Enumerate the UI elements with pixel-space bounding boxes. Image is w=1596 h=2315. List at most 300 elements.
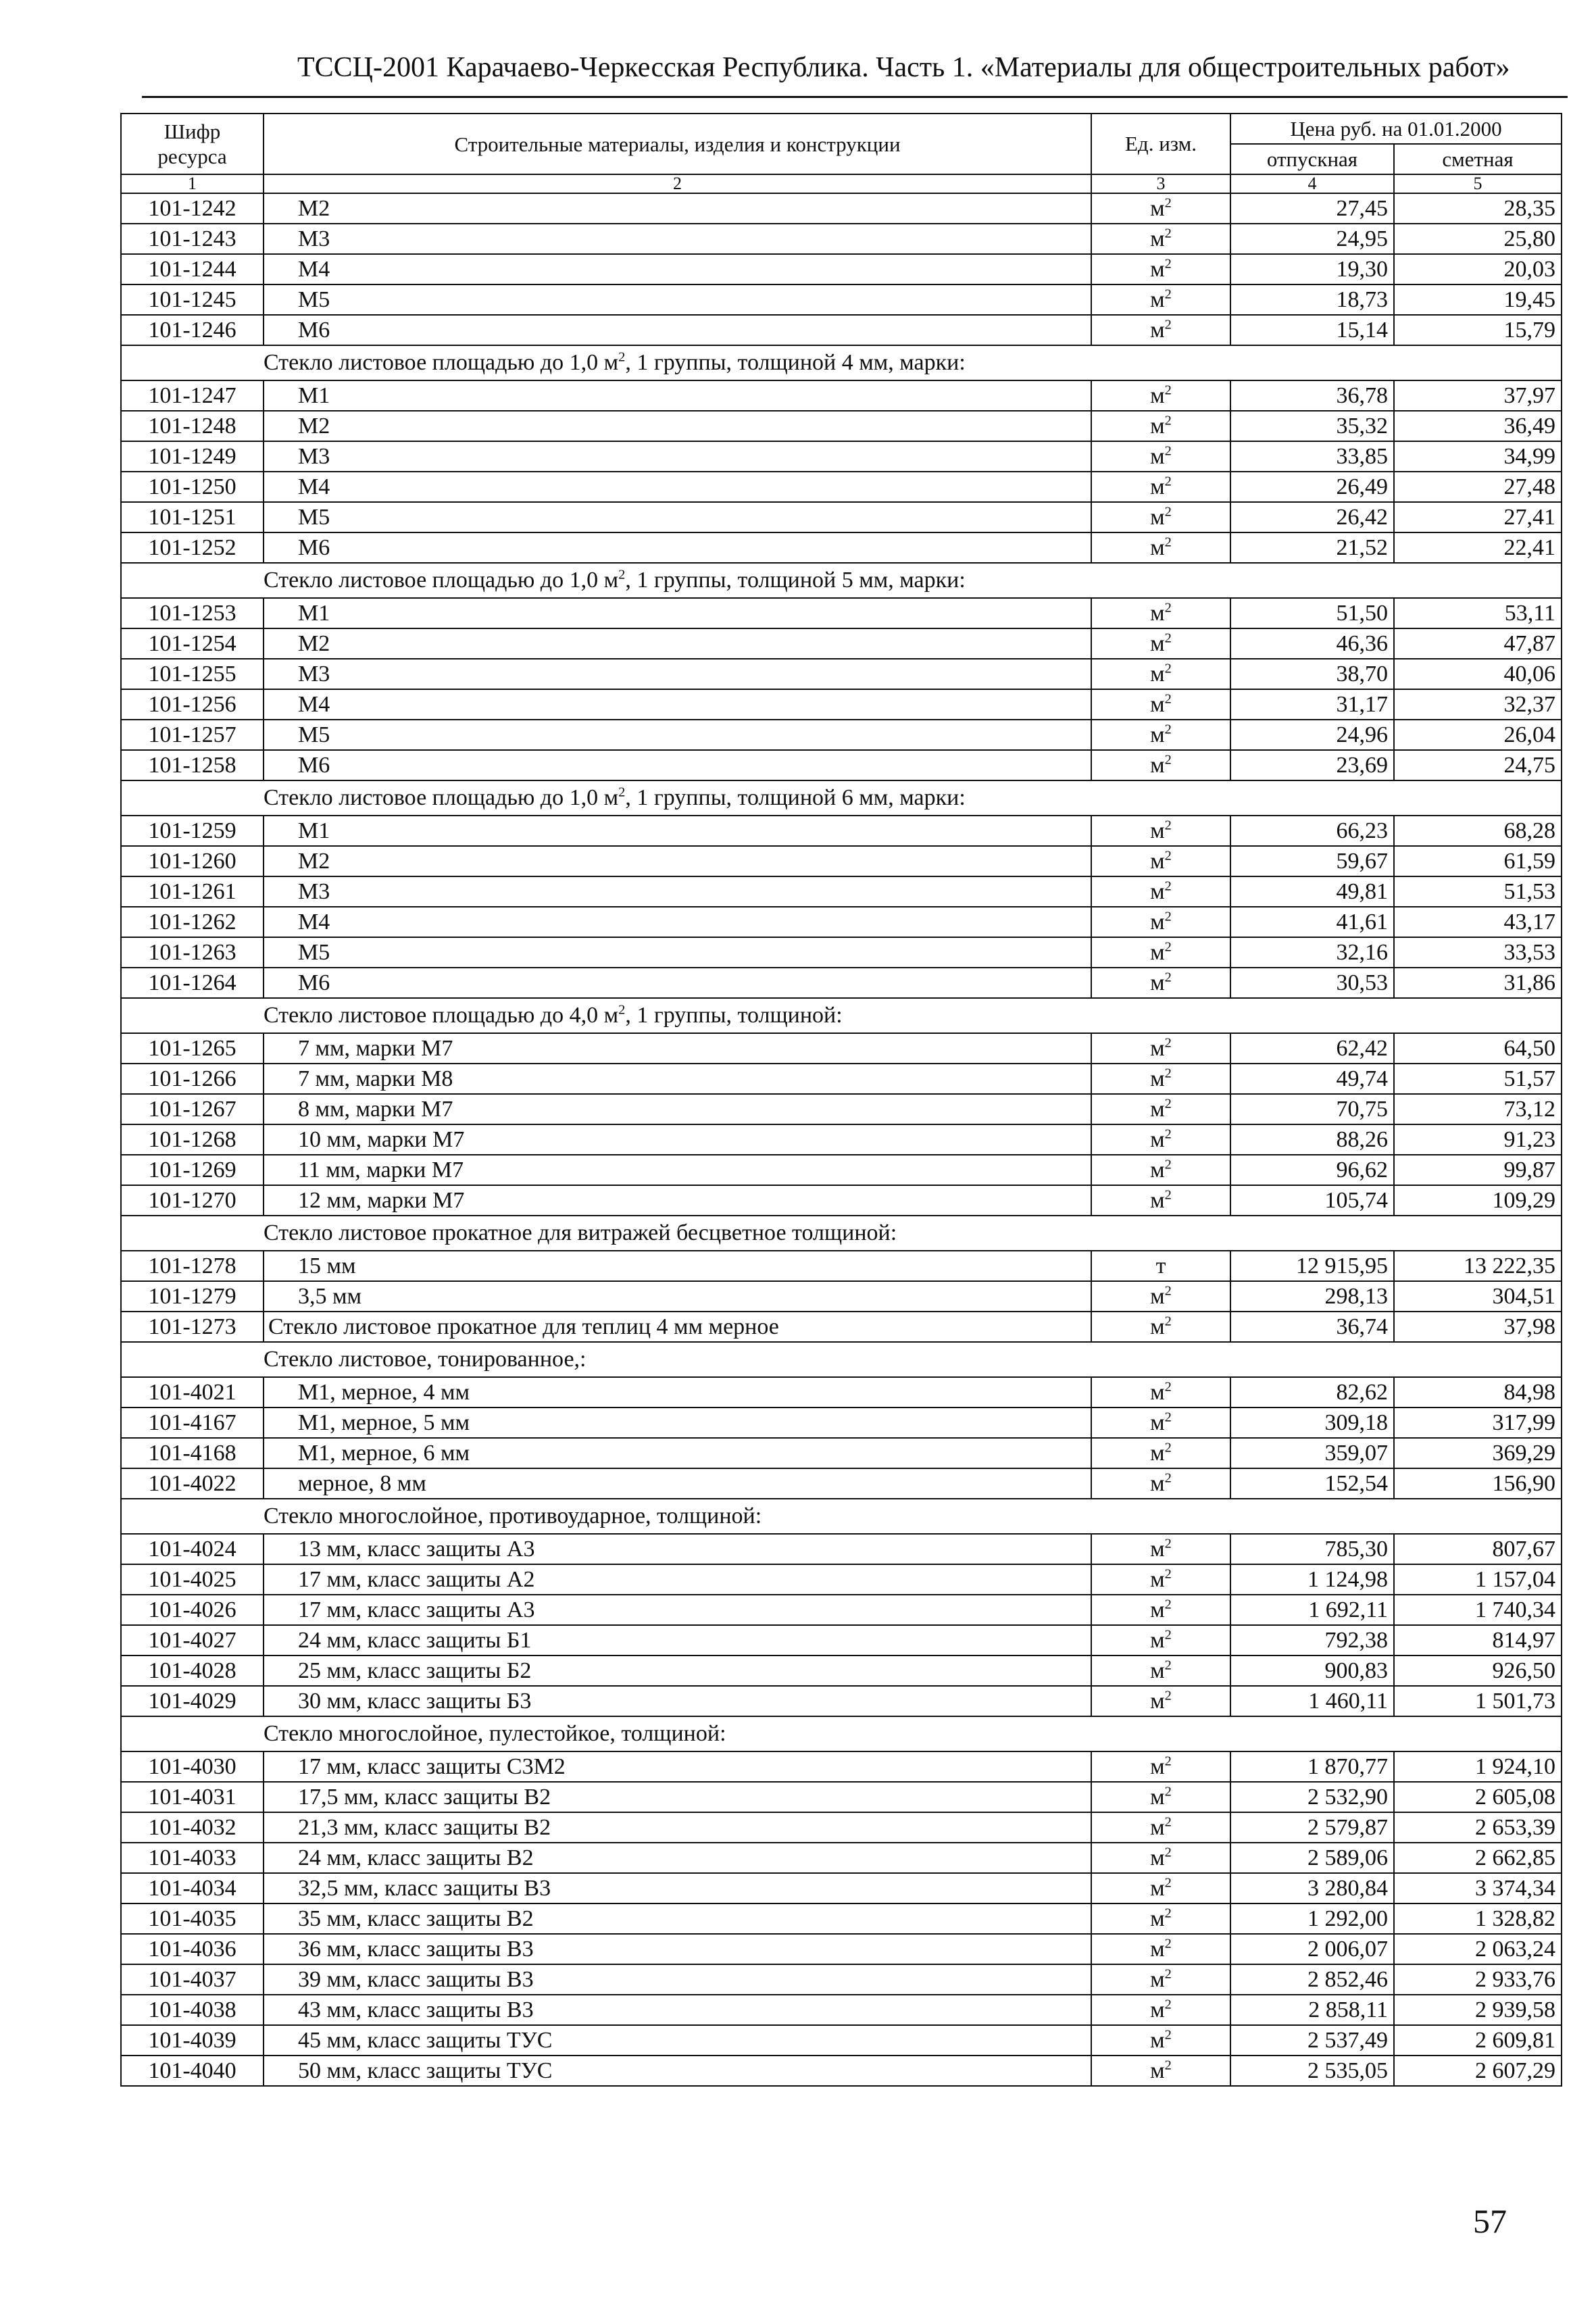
material-name: 7 мм, марки М8 <box>264 1064 1091 1094</box>
page-header <box>142 49 1568 98</box>
material-name: М1, мерное, 6 мм <box>264 1438 1091 1468</box>
resource-code: 101-1264 <box>121 968 264 998</box>
page-header-title: ТССЦ-2001 Карачаево-Черкесская Республика. Часть 1. «Материалы для общестроительных работ» <box>297 52 1510 83</box>
table-row <box>121 628 1562 659</box>
table-row <box>121 720 1562 750</box>
table-row <box>121 1782 1562 1812</box>
estimate-price: 109,29 <box>1394 1185 1562 1216</box>
estimate-price: 317,99 <box>1394 1408 1562 1438</box>
unit-cell: $м^2$ <box>1091 254 1230 284</box>
material-name: 17,5 мм, класс защиты В2 <box>264 1782 1091 1812</box>
release-price: 152,54 <box>1230 1468 1394 1499</box>
material-name: 13 мм, класс защиты А3 <box>264 1534 1091 1564</box>
unit-cell: $м^2$ <box>1091 1812 1230 1843</box>
release-price: 19,30 <box>1230 254 1394 284</box>
material-name: М1 <box>264 816 1091 846</box>
release-price: 82,62 <box>1230 1377 1394 1408</box>
estimate-price: 304,51 <box>1394 1281 1562 1312</box>
release-price: 15,14 <box>1230 315 1394 345</box>
release-price: 1 292,00 <box>1230 1903 1394 1934</box>
resource-code: 101-1243 <box>121 224 264 254</box>
estimate-price: 2 653,39 <box>1394 1812 1562 1843</box>
material-name: 12 мм, марки М7 <box>264 1185 1091 1216</box>
estimate-price: 37,97 <box>1394 380 1562 411</box>
material-name: М5 <box>264 284 1091 315</box>
table-row <box>121 846 1562 876</box>
material-name: М6 <box>264 750 1091 780</box>
resource-code: 101-1255 <box>121 659 264 689</box>
group-heading: Стекло листовое, тонированное,: <box>121 1342 1562 1377</box>
estimate-price: 91,23 <box>1394 1124 1562 1155</box>
header-index-4: 4 <box>1230 174 1394 193</box>
estimate-price: 27,41 <box>1394 502 1562 532</box>
estimate-price: 26,04 <box>1394 720 1562 750</box>
resource-code: 101-4027 <box>121 1625 264 1656</box>
table-row <box>121 193 1562 224</box>
resource-code: 101-4034 <box>121 1873 264 1903</box>
release-price: 12 915,95 <box>1230 1251 1394 1281</box>
estimate-price: 53,11 <box>1394 598 1562 628</box>
table-row <box>121 284 1562 315</box>
material-name: 17 мм, класс защиты А3 <box>264 1595 1091 1625</box>
resource-code: 101-1269 <box>121 1155 264 1185</box>
header-index-2: 2 <box>264 174 1091 193</box>
unit-cell: $м^2$ <box>1091 1625 1230 1656</box>
table-row <box>121 315 1562 345</box>
resource-code: 101-4022 <box>121 1468 264 1499</box>
material-name: М4 <box>264 254 1091 284</box>
table-row <box>121 1995 1562 2025</box>
table-row <box>121 1812 1562 1843</box>
material-name: М2 <box>264 411 1091 441</box>
table-row <box>121 1564 1562 1595</box>
resource-code: 101-1268 <box>121 1124 264 1155</box>
resource-code: 101-1263 <box>121 937 264 968</box>
resource-code: 101-1245 <box>121 284 264 315</box>
unit-cell: $м^2$ <box>1091 1564 1230 1595</box>
unit-cell: $м^2$ <box>1091 2056 1230 2086</box>
estimate-price: 1 328,82 <box>1394 1903 1562 1934</box>
release-price: 785,30 <box>1230 1534 1394 1564</box>
release-price: 24,96 <box>1230 720 1394 750</box>
resource-code: 101-1248 <box>121 411 264 441</box>
material-name: 36 мм, класс защиты В3 <box>264 1934 1091 1964</box>
material-name: 45 мм, класс защиты ТУС <box>264 2025 1091 2056</box>
material-name: 3,5 мм <box>264 1281 1091 1312</box>
table-row <box>121 1408 1562 1438</box>
release-price: 96,62 <box>1230 1155 1394 1185</box>
release-price: 3 280,84 <box>1230 1873 1394 1903</box>
group-row <box>121 345 1562 380</box>
release-price: 900,83 <box>1230 1656 1394 1686</box>
material-name: М1, мерное, 5 мм <box>264 1408 1091 1438</box>
unit-cell: $м^2$ <box>1091 1468 1230 1499</box>
estimate-price: 32,37 <box>1394 689 1562 720</box>
resource-code: 101-1253 <box>121 598 264 628</box>
group-row <box>121 563 1562 598</box>
table-row <box>121 1903 1562 1934</box>
resource-code: 101-4032 <box>121 1812 264 1843</box>
resource-code: 101-1259 <box>121 816 264 846</box>
table-row <box>121 254 1562 284</box>
estimate-price: 3 374,34 <box>1394 1873 1562 1903</box>
table-row <box>121 907 1562 937</box>
release-price: 1 460,11 <box>1230 1686 1394 1716</box>
group-heading: Стекло многослойное, пулестойкое, толщиной: <box>121 1716 1562 1751</box>
table-row <box>121 441 1562 472</box>
material-name: М4 <box>264 472 1091 502</box>
unit-cell: $м^2$ <box>1091 224 1230 254</box>
table-row <box>121 1656 1562 1686</box>
release-price: 88,26 <box>1230 1124 1394 1155</box>
resource-code: 101-4021 <box>121 1377 264 1408</box>
estimate-price: 43,17 <box>1394 907 1562 937</box>
material-name: 50 мм, класс защиты ТУС <box>264 2056 1091 2086</box>
table-row <box>121 937 1562 968</box>
material-name: 21,3 мм, класс защиты В2 <box>264 1812 1091 1843</box>
resource-code: 101-1260 <box>121 846 264 876</box>
unit-cell: $м^2$ <box>1091 315 1230 345</box>
price-table <box>120 113 1562 2087</box>
resource-code: 101-4031 <box>121 1782 264 1812</box>
table-row <box>121 1751 1562 1782</box>
unit-cell: $м^2$ <box>1091 598 1230 628</box>
release-price: 62,42 <box>1230 1033 1394 1064</box>
release-price: 2 532,90 <box>1230 1782 1394 1812</box>
resource-code: 101-1270 <box>121 1185 264 1216</box>
estimate-price: 73,12 <box>1394 1094 1562 1124</box>
group-row <box>121 1499 1562 1534</box>
resource-code: 101-1262 <box>121 907 264 937</box>
group-row <box>121 998 1562 1033</box>
release-price: 46,36 <box>1230 628 1394 659</box>
group-heading: Стекло многослойное, противоударное, толщиной: <box>121 1499 1562 1534</box>
header-price-group: Цена руб. на 01.01.2000 <box>1230 114 1562 144</box>
unit-cell: $м^2$ <box>1091 720 1230 750</box>
group-row <box>121 1216 1562 1251</box>
resource-code: 101-1273 <box>121 1312 264 1342</box>
unit-cell: $м^2$ <box>1091 1686 1230 1716</box>
table-row <box>121 1124 1562 1155</box>
header-unit: Ед. изм. <box>1091 114 1230 174</box>
material-name: 15 мм <box>264 1251 1091 1281</box>
table-row <box>121 1686 1562 1716</box>
estimate-price: 2 063,24 <box>1394 1934 1562 1964</box>
unit-cell: $м^2$ <box>1091 1408 1230 1438</box>
material-name: 10 мм, марки М7 <box>264 1124 1091 1155</box>
material-name: Стекло листовое прокатное для теплиц 4 мм мерное <box>264 1312 1091 1342</box>
table-row <box>121 380 1562 411</box>
table-row <box>121 411 1562 441</box>
resource-code: 101-1267 <box>121 1094 264 1124</box>
unit-cell: $м^2$ <box>1091 1995 1230 2025</box>
release-price: 2 589,06 <box>1230 1843 1394 1873</box>
resource-code: 101-4033 <box>121 1843 264 1873</box>
release-price: 36,74 <box>1230 1312 1394 1342</box>
unit-cell: $м^2$ <box>1091 937 1230 968</box>
material-name: М1 <box>264 380 1091 411</box>
release-price: 2 579,87 <box>1230 1812 1394 1843</box>
header-index-3: 3 <box>1091 174 1230 193</box>
estimate-price: 47,87 <box>1394 628 1562 659</box>
estimate-price: 13 222,35 <box>1394 1251 1562 1281</box>
estimate-price: 40,06 <box>1394 659 1562 689</box>
table-row <box>121 1064 1562 1094</box>
estimate-price: 51,57 <box>1394 1064 1562 1094</box>
unit-cell: $м^2$ <box>1091 1155 1230 1185</box>
material-name: М2 <box>264 846 1091 876</box>
resource-code: 101-1246 <box>121 315 264 345</box>
table-row <box>121 2025 1562 2056</box>
release-price: 49,81 <box>1230 876 1394 907</box>
unit-cell: $м^2$ <box>1091 1843 1230 1873</box>
estimate-price: 926,50 <box>1394 1656 1562 1686</box>
table-row <box>121 1377 1562 1408</box>
group-heading: Стекло листовое площадью до 1,0 $м^2$, 1 группы, толщиной 6 мм, марки: <box>121 780 1562 816</box>
material-name: М2 <box>264 628 1091 659</box>
unit-cell: $м^2$ <box>1091 441 1230 472</box>
release-price: 359,07 <box>1230 1438 1394 1468</box>
estimate-price: 814,97 <box>1394 1625 1562 1656</box>
table-row <box>121 750 1562 780</box>
unit-cell: $м^2$ <box>1091 907 1230 937</box>
material-name: М6 <box>264 315 1091 345</box>
unit-cell: $м^2$ <box>1091 1438 1230 1468</box>
estimate-price: 156,90 <box>1394 1468 1562 1499</box>
table-row <box>121 876 1562 907</box>
table-row <box>121 1033 1562 1064</box>
estimate-price: 2 939,58 <box>1394 1995 1562 2025</box>
resource-code: 101-4030 <box>121 1751 264 1782</box>
unit-cell: $м^2$ <box>1091 1751 1230 1782</box>
estimate-price: 99,87 <box>1394 1155 1562 1185</box>
table-row <box>121 1873 1562 1903</box>
table-row <box>121 968 1562 998</box>
material-name: М5 <box>264 502 1091 532</box>
release-price: 105,74 <box>1230 1185 1394 1216</box>
estimate-price: 68,28 <box>1394 816 1562 846</box>
unit-cell: $м^2$ <box>1091 876 1230 907</box>
release-price: 24,95 <box>1230 224 1394 254</box>
release-price: 30,53 <box>1230 968 1394 998</box>
release-price: 31,17 <box>1230 689 1394 720</box>
unit-cell: $м^2$ <box>1091 1964 1230 1995</box>
release-price: 1 870,77 <box>1230 1751 1394 1782</box>
unit-cell: $м^2$ <box>1091 1934 1230 1964</box>
release-price: 27,45 <box>1230 193 1394 224</box>
unit-cell: $м^2$ <box>1091 750 1230 780</box>
unit-cell: $м^2$ <box>1091 532 1230 563</box>
table-row <box>121 1281 1562 1312</box>
material-name: 24 мм, класс защиты Б1 <box>264 1625 1091 1656</box>
table-row <box>121 502 1562 532</box>
table-row <box>121 689 1562 720</box>
group-heading: Стекло листовое прокатное для витражей бесцветное толщиной: <box>121 1216 1562 1251</box>
material-name: 35 мм, класс защиты В2 <box>264 1903 1091 1934</box>
group-heading: Стекло листовое площадью до 1,0 $м^2$, 1 группы, толщиной 5 мм, марки: <box>121 563 1562 598</box>
page-number: 57 <box>1473 2202 1507 2240</box>
table-row <box>121 598 1562 628</box>
release-price: 35,32 <box>1230 411 1394 441</box>
material-name: 7 мм, марки М7 <box>264 1033 1091 1064</box>
unit-cell: $м^2$ <box>1091 968 1230 998</box>
material-name: М3 <box>264 224 1091 254</box>
release-price: 2 537,49 <box>1230 2025 1394 2056</box>
release-price: 26,42 <box>1230 502 1394 532</box>
estimate-price: 807,67 <box>1394 1534 1562 1564</box>
unit-cell: $м^2$ <box>1091 472 1230 502</box>
resource-code: 101-1265 <box>121 1033 264 1064</box>
unit-cell: $м^2$ <box>1091 1595 1230 1625</box>
unit-cell: $м^2$ <box>1091 1124 1230 1155</box>
unit-cell: $м^2$ <box>1091 816 1230 846</box>
group-heading: Стекло листовое площадью до 4,0 $м^2$, 1 группы, толщиной: <box>121 998 1562 1033</box>
estimate-price: 2 607,29 <box>1394 2056 1562 2086</box>
material-name: 17 мм, класс защиты А2 <box>264 1564 1091 1595</box>
material-name: 8 мм, марки М7 <box>264 1094 1091 1124</box>
resource-code: 101-1266 <box>121 1064 264 1094</box>
header-name: Строительные материалы, изделия и конструкции <box>264 114 1091 174</box>
estimate-price: 2 605,08 <box>1394 1782 1562 1812</box>
release-price: 38,70 <box>1230 659 1394 689</box>
release-price: 36,78 <box>1230 380 1394 411</box>
table-row <box>121 816 1562 846</box>
table-row <box>121 1185 1562 1216</box>
material-name: мерное, 8 мм <box>264 1468 1091 1499</box>
release-price: 1 692,11 <box>1230 1595 1394 1625</box>
estimate-price: 34,99 <box>1394 441 1562 472</box>
group-row <box>121 1342 1562 1377</box>
unit-cell: $м^2$ <box>1091 628 1230 659</box>
estimate-price: 31,86 <box>1394 968 1562 998</box>
resource-code: 101-4025 <box>121 1564 264 1595</box>
release-price: 49,74 <box>1230 1064 1394 1094</box>
material-name: М3 <box>264 441 1091 472</box>
unit-cell: $м^2$ <box>1091 846 1230 876</box>
table-row <box>121 1534 1562 1564</box>
header-estimate: сметная <box>1394 144 1562 174</box>
resource-code: 101-4038 <box>121 1995 264 2025</box>
table-row <box>121 1094 1562 1124</box>
release-price: 18,73 <box>1230 284 1394 315</box>
unit-cell: $м^2$ <box>1091 284 1230 315</box>
unit-cell: $м^2$ <box>1091 380 1230 411</box>
table-row <box>121 1595 1562 1625</box>
material-name: 30 мм, класс защиты Б3 <box>264 1686 1091 1716</box>
estimate-price: 36,49 <box>1394 411 1562 441</box>
resource-code: 101-1261 <box>121 876 264 907</box>
material-name: 24 мм, класс защиты В2 <box>264 1843 1091 1873</box>
release-price: 26,49 <box>1230 472 1394 502</box>
table-row <box>121 1964 1562 1995</box>
unit-cell: $м^2$ <box>1091 1185 1230 1216</box>
resource-code: 101-1279 <box>121 1281 264 1312</box>
unit-cell: $м^2$ <box>1091 411 1230 441</box>
resource-code: 101-4035 <box>121 1903 264 1934</box>
table-row <box>121 659 1562 689</box>
release-price: 792,38 <box>1230 1625 1394 1656</box>
release-price: 66,23 <box>1230 816 1394 846</box>
resource-code: 101-4167 <box>121 1408 264 1438</box>
resource-code: 101-1244 <box>121 254 264 284</box>
table-row <box>121 532 1562 563</box>
resource-code: 101-1256 <box>121 689 264 720</box>
estimate-price: 1 501,73 <box>1394 1686 1562 1716</box>
unit-cell: $м^2$ <box>1091 2025 1230 2056</box>
resource-code: 101-1254 <box>121 628 264 659</box>
estimate-price: 1 740,34 <box>1394 1595 1562 1625</box>
table-row <box>121 2056 1562 2086</box>
release-price: 33,85 <box>1230 441 1394 472</box>
resource-code: 101-1242 <box>121 193 264 224</box>
estimate-price: 37,98 <box>1394 1312 1562 1342</box>
unit-cell: $м^2$ <box>1091 1534 1230 1564</box>
table-row <box>121 1155 1562 1185</box>
release-price: 309,18 <box>1230 1408 1394 1438</box>
table-row <box>121 1438 1562 1468</box>
estimate-price: 24,75 <box>1394 750 1562 780</box>
material-name: 32,5 мм, класс защиты В3 <box>264 1873 1091 1903</box>
header-index-1: 1 <box>121 174 264 193</box>
release-price: 70,75 <box>1230 1094 1394 1124</box>
group-row <box>121 1716 1562 1751</box>
material-name: 43 мм, класс защиты В3 <box>264 1995 1091 2025</box>
unit-cell: $м^2$ <box>1091 689 1230 720</box>
resource-code: 101-4040 <box>121 2056 264 2086</box>
estimate-price: 2 662,85 <box>1394 1843 1562 1873</box>
table-row <box>121 472 1562 502</box>
estimate-price: 2 933,76 <box>1394 1964 1562 1995</box>
estimate-price: 61,59 <box>1394 846 1562 876</box>
release-price: 2 852,46 <box>1230 1964 1394 1995</box>
material-name: М4 <box>264 689 1091 720</box>
release-price: 298,13 <box>1230 1281 1394 1312</box>
unit-cell: $м^2$ <box>1091 502 1230 532</box>
material-name: 11 мм, марки М7 <box>264 1155 1091 1185</box>
estimate-price: 369,29 <box>1394 1438 1562 1468</box>
release-price: 2 006,07 <box>1230 1934 1394 1964</box>
material-name: М3 <box>264 659 1091 689</box>
table-row <box>121 224 1562 254</box>
unit-cell: $м^2$ <box>1091 1782 1230 1812</box>
unit-cell: $м^2$ <box>1091 1377 1230 1408</box>
resource-code: 101-4036 <box>121 1934 264 1964</box>
resource-code: 101-1257 <box>121 720 264 750</box>
estimate-price: 15,79 <box>1394 315 1562 345</box>
material-name: М5 <box>264 720 1091 750</box>
resource-code: 101-1247 <box>121 380 264 411</box>
unit-cell: $м^2$ <box>1091 1903 1230 1934</box>
material-name: М2 <box>264 193 1091 224</box>
header-release: отпускная <box>1230 144 1394 174</box>
resource-code: 101-1250 <box>121 472 264 502</box>
estimate-price: 2 609,81 <box>1394 2025 1562 2056</box>
resource-code: 101-1278 <box>121 1251 264 1281</box>
material-name: М1, мерное, 4 мм <box>264 1377 1091 1408</box>
resource-code: 101-4028 <box>121 1656 264 1686</box>
estimate-price: 1 157,04 <box>1394 1564 1562 1595</box>
material-name: М1 <box>264 598 1091 628</box>
estimate-price: 20,03 <box>1394 254 1562 284</box>
estimate-price: 51,53 <box>1394 876 1562 907</box>
unit-cell: т <box>1091 1251 1230 1281</box>
table-row <box>121 1843 1562 1873</box>
release-price: 1 124,98 <box>1230 1564 1394 1595</box>
table-row <box>121 1468 1562 1499</box>
resource-code: 101-1249 <box>121 441 264 472</box>
release-price: 21,52 <box>1230 532 1394 563</box>
estimate-price: 25,80 <box>1394 224 1562 254</box>
